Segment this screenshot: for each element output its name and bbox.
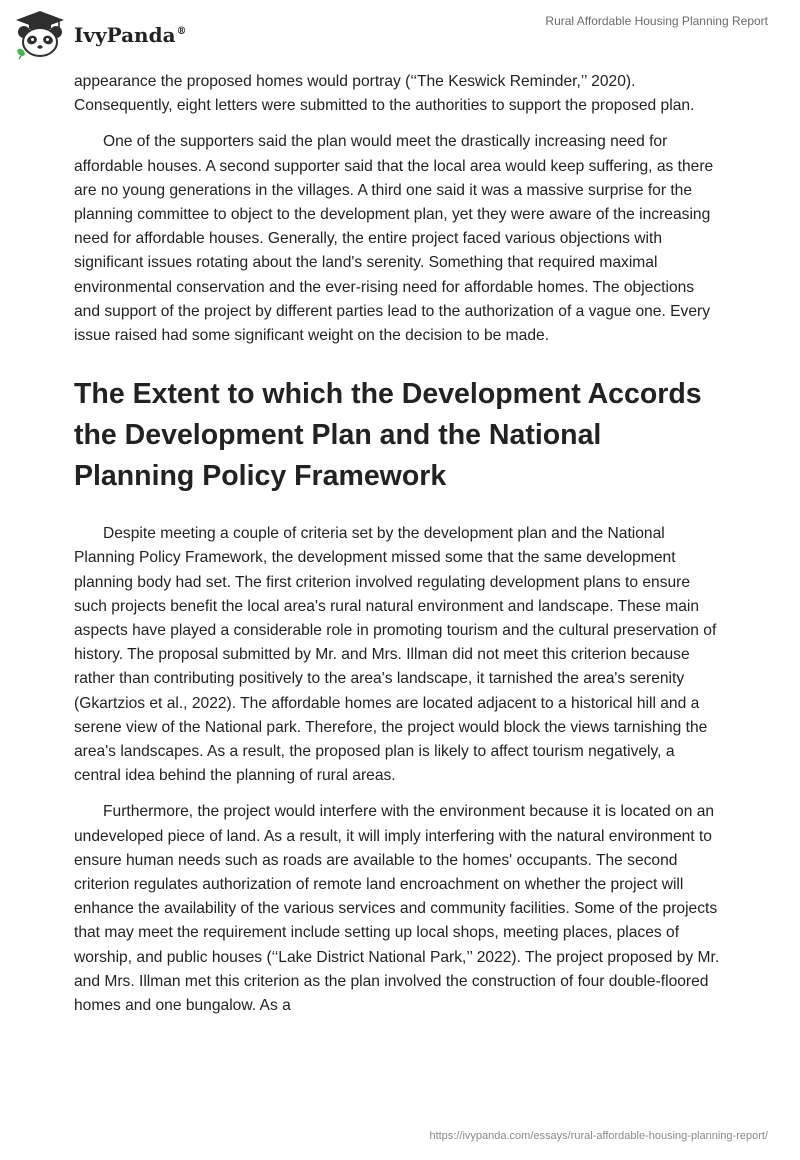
page-header xyxy=(0,0,800,70)
essay-body xyxy=(74,70,724,1030)
document-title: Rural Affordable Housing Planning Report xyxy=(545,14,768,28)
source-url[interactable]: https://ivypanda.com/essays/rural-affordable-housing-planning-report/ xyxy=(429,1130,768,1142)
brand-name: IvyPanda® xyxy=(74,23,187,47)
paragraph-environment: Furthermore, the project would interfere with the environment because it is located on an undeveloped piece of land. As a result, it will imply interfering with the natural environment to ensure human needs such as roads are available to the homes' occupants. The second criterion regulates authorization of remote land encroachment on whether the project will enhance the availability of the various services and community facilities. Some of the projects that may meet the requirement include setting up local shops, meeting places, places of worship, and public houses (‘‘Lake District National Park,’’ 2022). The project proposed by Mr. and Mrs. Illman met this criterion as the plan involved the construction of four double-floored homes and one bungalow. As a xyxy=(74,803,720,1015)
section-heading: The Extent to which the Development Accords the Development Plan and the National Planning Policy Framework xyxy=(74,378,702,493)
paragraph-continued: appearance the proposed homes would portray (‘‘The Keswick Reminder,’’ 2020). Consequently, eight letters were submitted to the authorities to support the proposed plan. xyxy=(74,73,695,115)
panda-graduate-icon xyxy=(14,9,66,59)
ivypanda-logo[interactable] xyxy=(14,9,187,59)
paragraph-criteria: Despite meeting a couple of criteria set by the development plan and the National Planning Policy Framework, the development missed some that the same development planning body had set. The first criterion involved regulating development plans to ensure such projects benefit the local area's rural natural environment and landscape. These main aspects have played a considerable role in promoting tourism and the cultural preservation of history. The proposal submitted by Mr. and Mrs. Illman did not meet this criterion because rather than contributing positively to the area's landscape, it tarnished the area's serenity (Gkartzios et al., 2022). The affordable homes are located adjacent to a historical hill and a serene view of the National park. Therefore, the project would block the views tarnishing the area's landscapes. As a result, the proposed plan is likely to affect tourism negatively, a central idea behind the planning of rural areas. xyxy=(74,525,717,785)
paragraph-supporters: One of the supporters said the plan would meet the drastically increasing need for affordable houses. A second supporter said that the local area would keep suffering, as there are no young generations in the villages. A third one said it was a massive surprise for the planning committee to object to the development plan, yet they were aware of the increasing need for affordable houses. Generally, the entire project faced various objections with significant issues rotating about the land's serenity. Something that required maximal environmental conservation and the ever-rising need for affordable homes. The objections and support of the project by different parties lead to the authorization of a vague one. Every issue raised had some significant weight on the decision to be made. xyxy=(74,133,714,345)
